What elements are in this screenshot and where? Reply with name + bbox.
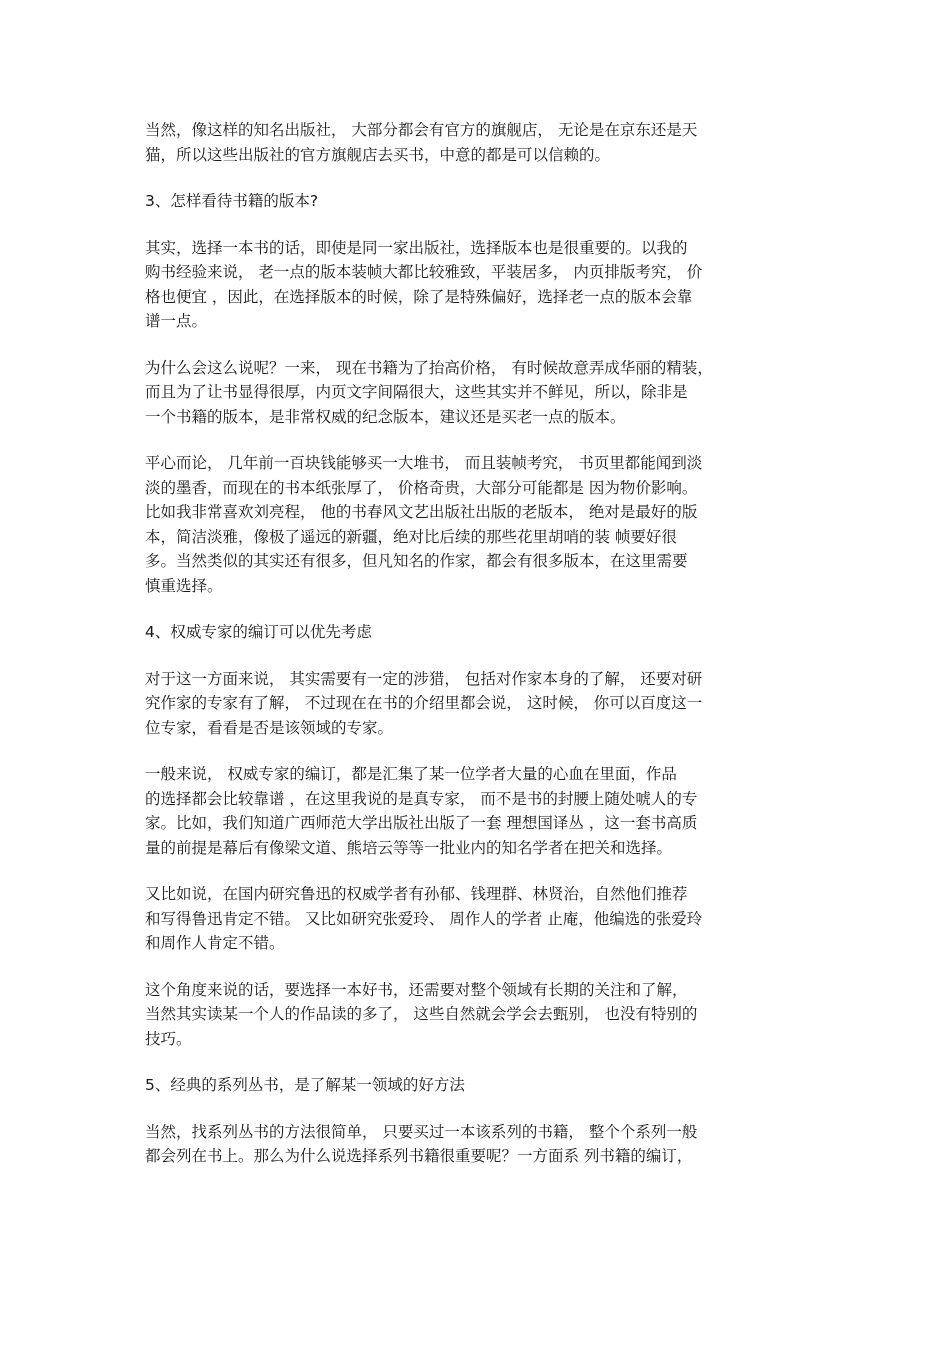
section-heading: 5、经典的系列丛书，是了解某一领域的好方法 bbox=[145, 1076, 465, 1094]
paragraph-line: 和写得鲁迅肯定不错。 又比如研究张爱玲、 周作人的学者 止庵，他编选的张爱玲 bbox=[145, 909, 703, 928]
paragraph bbox=[145, 236, 813, 334]
paragraph-line: 都会列在书上。那么为什么说选择系列书籍很重要呢？一方面系 列书籍的编订， bbox=[145, 1147, 693, 1165]
section-heading: 3、怎样看待书籍的版本? bbox=[145, 192, 319, 210]
paragraph-line: 位专家，看看是否是该领域的专家。 bbox=[145, 718, 394, 737]
paragraph-line: 本，简洁淡雅，像极了遥远的新疆，绝对比后续的那些花里胡哨的装 帧要好很 bbox=[145, 527, 677, 546]
paragraph-line: 而且为了让书显得很厚，内页文字间隔很大，这些其实并不鲜见，所以，除非是 bbox=[145, 383, 688, 401]
paragraph-line: 对于这一方面来说， 其实需要有一定的涉猎， 包括对作家本身的了解， 还要对研 bbox=[145, 669, 703, 688]
paragraph-line: 究作家的专家有了解， 不过现在在书的介绍里都会说， 这时候， 你可以百度这一 bbox=[145, 694, 703, 712]
paragraph-line: 量的前提是幕后有像梁文道、熊培云等等一批业内的知名学者在把关和选择。 bbox=[145, 838, 673, 857]
section-heading: 4、权威专家的编订可以优先考虑 bbox=[145, 623, 372, 641]
paragraph bbox=[145, 762, 813, 860]
paragraph-line: 为什么会这么说呢？一来， 现在书籍为了抬高价格， 有时候故意弄成华丽的精装， bbox=[145, 358, 713, 377]
paragraph-line: 比如我非常喜欢刘亮程， 他的书春风文艺出版社出版的老版本， 绝对是最好的版 bbox=[145, 503, 698, 521]
paragraph-line: 一般来说， 权威专家的编订，都是汇集了某一位学者大量的心血在里面，作品 bbox=[145, 765, 677, 783]
paragraph-line: 一个书籍的版本，是非常权威的纪念版本，建议还是买老一点的版本。 bbox=[145, 407, 626, 426]
paragraph bbox=[145, 667, 813, 741]
paragraph-line: 当然，像这样的知名出版社， 大部分都会有官方的旗舰店， 无论是在京东还是天 bbox=[145, 121, 698, 139]
paragraph bbox=[145, 451, 813, 598]
paragraph bbox=[145, 882, 813, 956]
paragraph-line: 平心而论， 几年前一百块钱能够买一大堆书， 而且装帧考究， 书页里都能闻到淡 bbox=[145, 454, 703, 472]
paragraph bbox=[145, 1120, 813, 1169]
paragraph-line: 又比如说，在国内研究鲁迅的权威学者有孙郁、钱理群、林贤治，自然他们推荐 bbox=[145, 885, 688, 903]
paragraph-line: 这个角度来说的话，要选择一本好书，还需要对整个领域有长期的关注和了解， bbox=[145, 980, 688, 999]
paragraph-line: 格也便宜 ，因此，在选择版本的时候，除了是特殊偏好，选择老一点的版本会靠 bbox=[145, 287, 693, 306]
document-body bbox=[145, 118, 813, 1191]
paragraph-line: 家。比如，我们知道广西师范大学出版社出版了一套 理想国译丛 ，这一套书高质 bbox=[145, 814, 698, 832]
paragraph-line: 当然，找系列丛书的方法很简单， 只要买过一本该系列的书籍， 整个个系列一般 bbox=[145, 1122, 698, 1141]
paragraph-line: 和周作人肯定不错。 bbox=[145, 934, 285, 952]
paragraph-line: 谱一点。 bbox=[145, 312, 208, 330]
paragraph-line: 慎重选择。 bbox=[145, 576, 223, 595]
paragraph bbox=[145, 356, 813, 430]
paragraph-line: 技巧。 bbox=[145, 1029, 192, 1048]
paragraph-line: 多。当然类似的其实还有很多，但凡知名的作家，都会有很多版本，在这里需要 bbox=[145, 552, 688, 570]
paragraph-line: 当然其实读某一个人的作品读的多了， 这些自然就会学会去甄别， 也没有特别的 bbox=[145, 1005, 698, 1023]
paragraph-line: 的选择都会比较靠谱 ，在这里我说的是真专家， 而不是书的封腰上随处唬人的专 bbox=[145, 789, 698, 808]
paragraph-line: 其实，选择一本书的话，即使是同一家出版社，选择版本也是很重要的。以我的 bbox=[145, 238, 688, 257]
paragraph-line: 淡的墨香，而现在的书本纸张厚了， 价格奇贵，大部分可能都是 因为物价影响。 bbox=[145, 478, 698, 497]
paragraph-line: 购书经验来说， 老一点的版本装帧大都比较雅致，平装居多， 内页排版考究， 价 bbox=[145, 263, 703, 281]
paragraph bbox=[145, 118, 813, 167]
paragraph-line: 猫，所以这些出版社的官方旗舰店去买书，中意的都是可以信赖的。 bbox=[145, 145, 611, 164]
paragraph bbox=[145, 978, 813, 1052]
